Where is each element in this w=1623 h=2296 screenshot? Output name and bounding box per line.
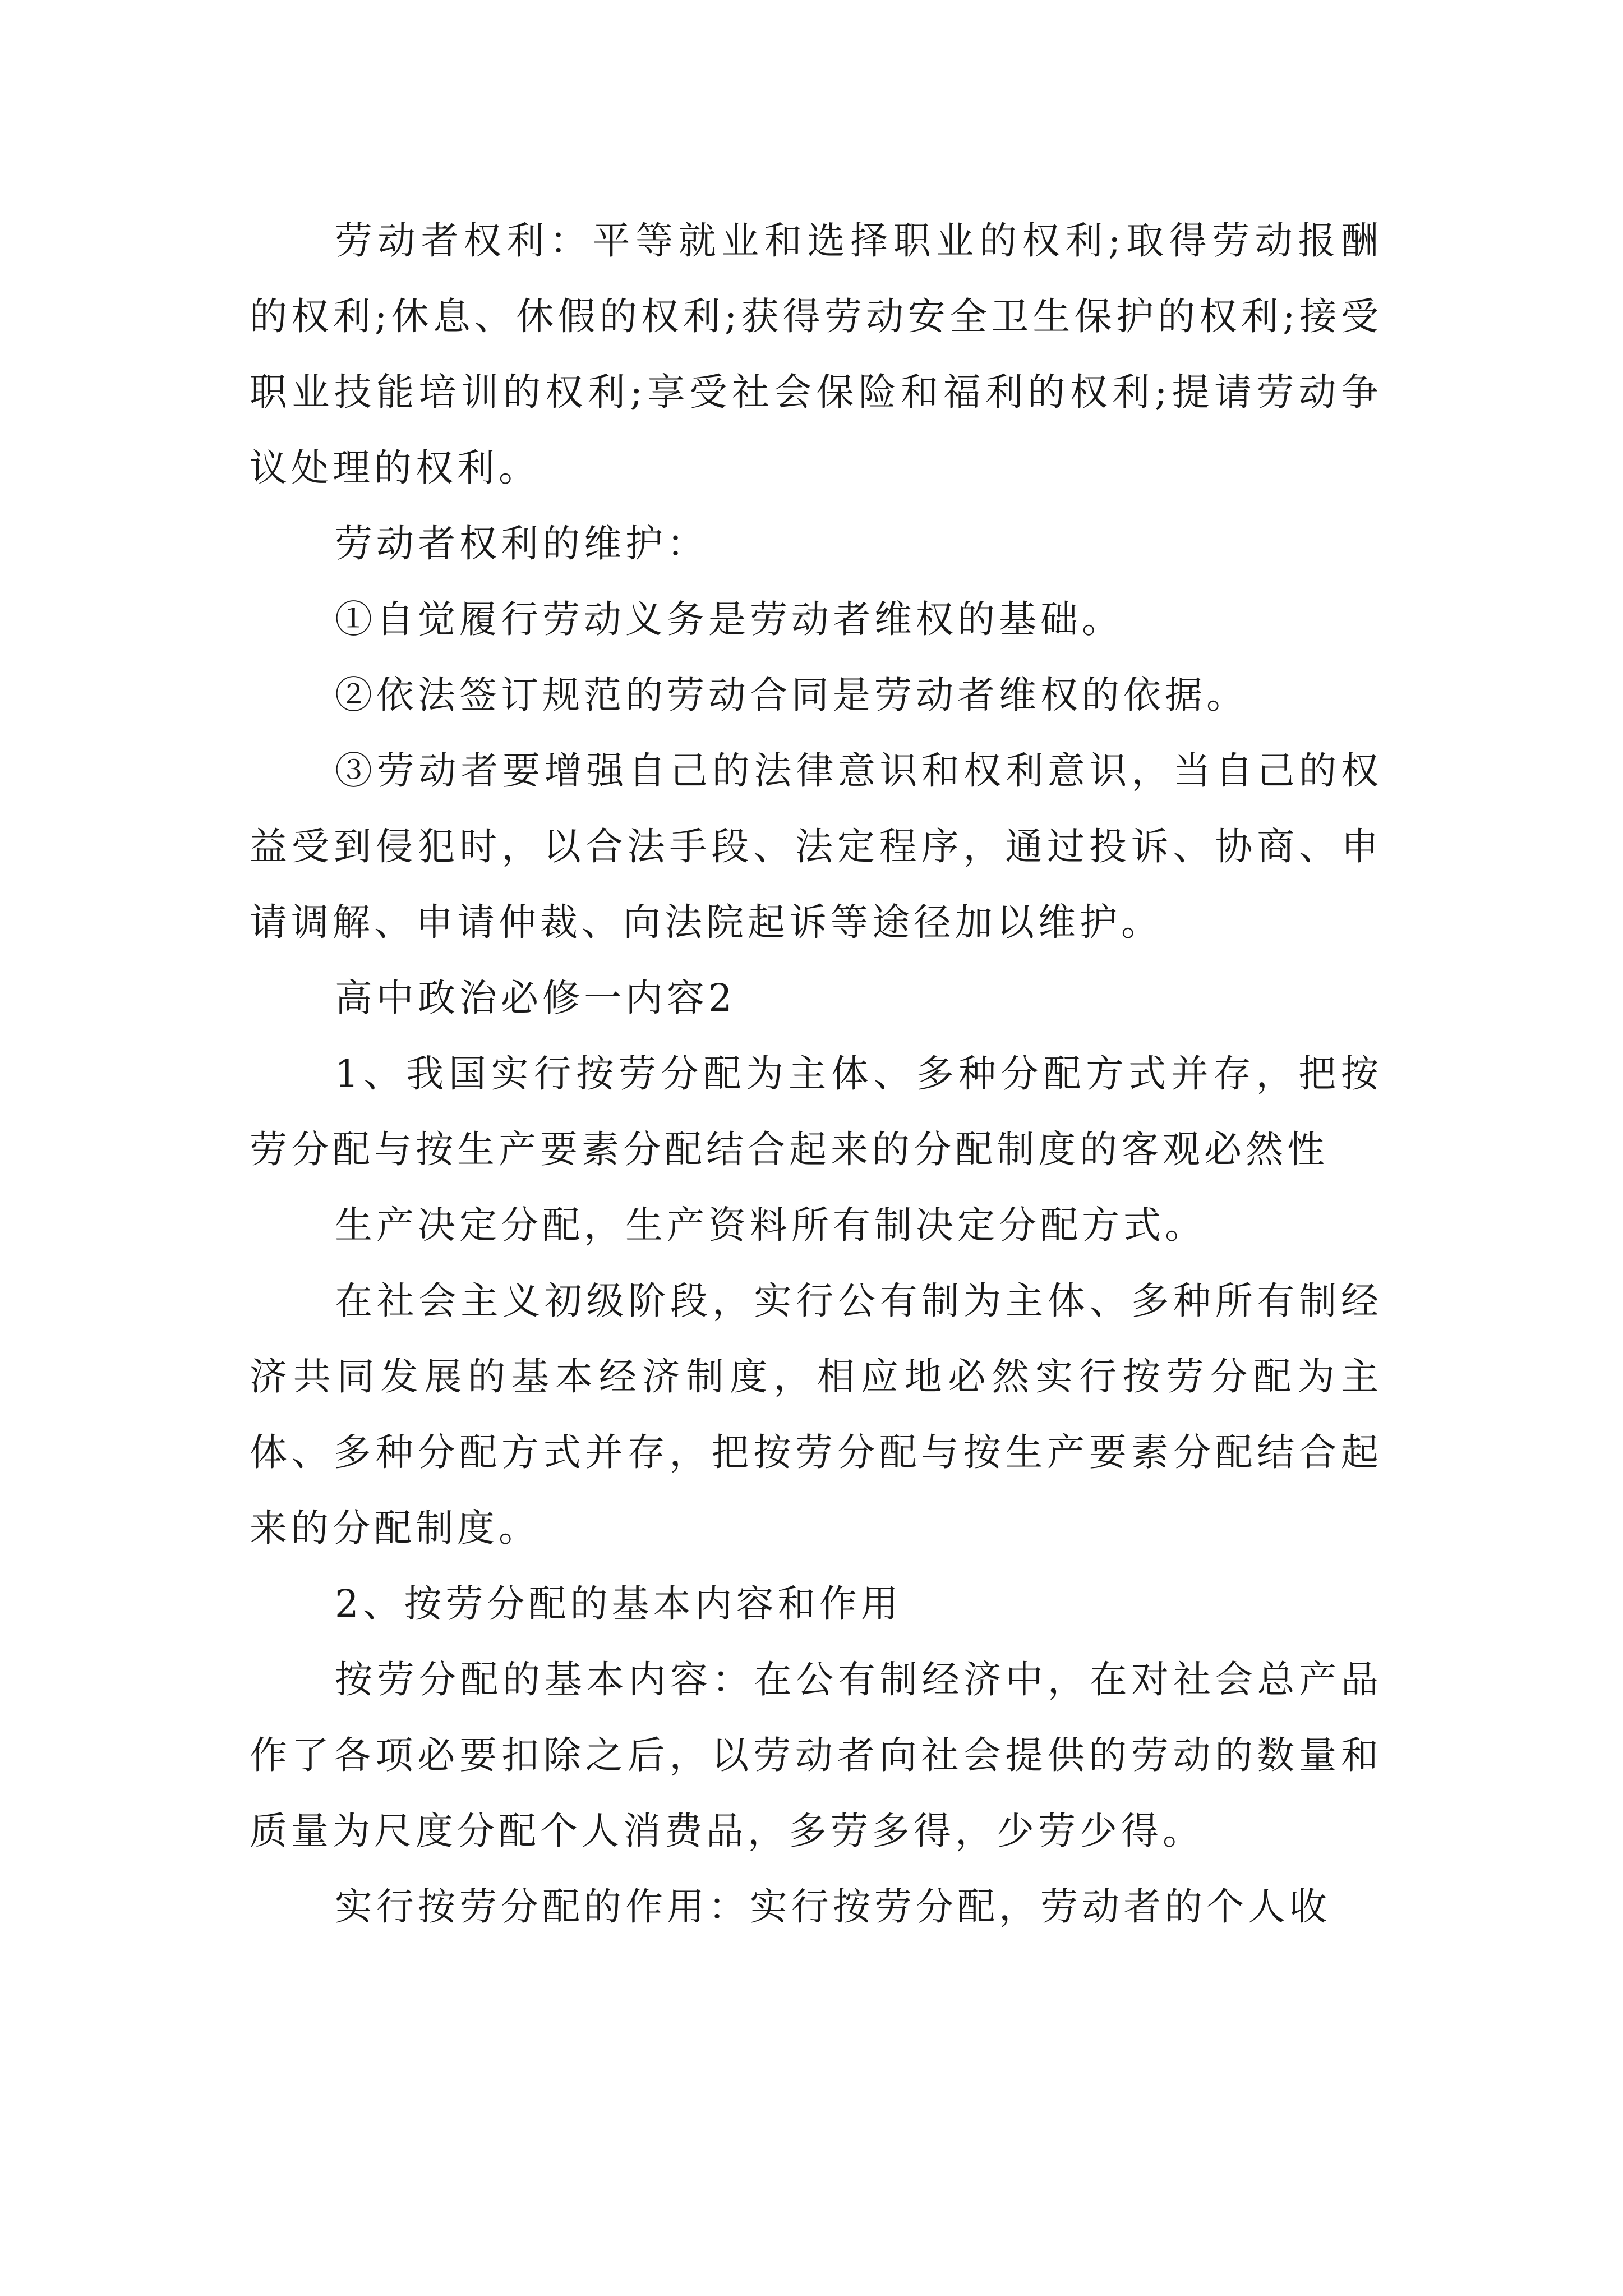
paragraph-role: 实行按劳分配的作用：实行按劳分配，劳动者的个人收	[335, 1885, 1331, 1929]
paragraph-protection-point-1: ①自觉履行劳动义务是劳动者维权的基础。	[335, 597, 1123, 641]
paragraph-protection-point-3: ③劳动者要增强自己的法律意识和权利意识，当自己的权益受到侵犯时，以合法手段、法定程序，通过投诉、协商、申请调解、申请仲裁、向法院起诉等途径加以维护。	[250, 749, 1382, 944]
section-title: 高中政治必修一内容2	[335, 976, 736, 1020]
paragraph-primary-stage: 在社会主义初级阶段，实行公有制为主体、多种所有制经济共同发展的基本经济制度，相应地必然实行按劳分配为主体、多种分配方式并存，把按劳分配与按生产要素分配结合起来的分配制度。	[250, 1279, 1382, 1550]
paragraph-production-decides: 生产决定分配，生产资料所有制决定分配方式。	[335, 1203, 1206, 1247]
paragraph-rights-protection-heading: 劳动者权利的维护：	[335, 522, 708, 565]
document-body	[250, 203, 1382, 1945]
paragraph-item-1-heading: 1、我国实行按劳分配为主体、多种分配方式并存，把按劳分配与按生产要素分配结合起来的分配制度的客观必然性	[250, 1052, 1382, 1171]
paragraph-item-2-heading: 2、按劳分配的基本内容和作用	[335, 1582, 902, 1626]
paragraph-protection-point-2: ②依法签订规范的劳动合同是劳动者维权的依据。	[335, 673, 1248, 717]
paragraph-worker-rights: 劳动者权利：平等就业和选择职业的权利;取得劳动报酬的权利;休息、休假的权利;获得劳动安全卫生保护的权利;接受职业技能培训的权利;享受社会保险和福利的权利;提请劳动争议处理的权利。	[250, 219, 1382, 490]
paragraph-basic-content: 按劳分配的基本内容：在公有制经济中，在对社会总产品作了各项必要扣除之后，以劳动者向社会提供的劳动的数量和质量为尺度分配个人消费品，多劳多得，少劳少得。	[250, 1658, 1382, 1853]
